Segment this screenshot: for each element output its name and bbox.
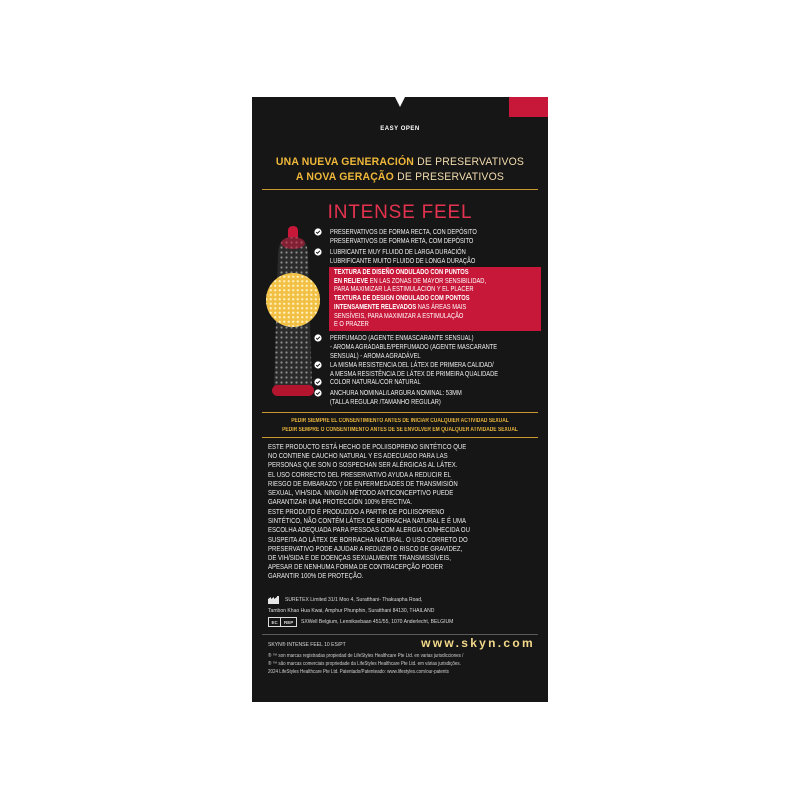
texture-bold: EN RELIEVE: [334, 277, 369, 285]
headline-pt-bold: A NOVA GERAÇÃO: [295, 171, 394, 183]
feature-shape: [330, 228, 542, 246]
manufacturer-factory-icon: [268, 596, 281, 604]
check-bullet-icon: [314, 389, 322, 397]
feature-line: PRESERVATIVOS DE FORMA RETA, COM DEPÓSITO: [330, 238, 474, 245]
ec-rep-icon-left: EC: [269, 618, 281, 626]
manufacturer-line: Tambon Khao Hua Kwai, Amphur Phunphin, Suratthani 84130, THAILAND: [268, 608, 435, 614]
red-corner-tab: [509, 97, 548, 117]
paragraph-line: ESTE PRODUCTO ESTÁ HECHO DE POLIISOPRENO SINTÉTICO QUE: [268, 444, 467, 451]
headline-pt: [259, 170, 540, 185]
paragraph-line: SUSPEITA AO LÁTEX DE BORRACHA NATURAL. O USO CORRETO DO: [268, 536, 468, 544]
check-bullet-icon: [314, 361, 322, 369]
headline-es-bold: UNA NUEVA GENERACIÓN: [275, 156, 415, 168]
feature-line: LUBRIFICANTE MUITO FLUIDO DE LONGA DURAÇÃO: [330, 258, 476, 265]
texture-text: SENSÍVEIS, PARA MAXIMIZAR A ESTIMULAÇÃO: [334, 312, 464, 320]
easy-open-label: EASY OPEN: [380, 126, 420, 132]
info-paragraph-pt: [268, 508, 544, 582]
texture-line: [334, 295, 486, 304]
feature-line: A MESMA RESISTÊNCIA DE LÁTEX DE PRIMEIRA QUALIDADE: [330, 371, 499, 378]
paragraph-line: SINTÉTICO, NÃO CONTÉM LÁTEX DE BORRACHA NATURAL E É UMA: [268, 518, 467, 526]
product-name: INTENSE FEEL: [327, 202, 473, 223]
paragraph-line: GARANTIZAR UNA PROTECCIÓN 100% EFECTIVA.: [268, 499, 413, 507]
ec-rep-icon: [268, 617, 297, 627]
texture-highlight-box: [329, 267, 541, 331]
ec-rep-icon-right: REP: [284, 619, 294, 625]
website: www.skyn.com: [421, 636, 535, 650]
check-bullet-icon: [314, 378, 322, 386]
texture-bold: INTENSAMENTE RELEVADOS: [334, 303, 417, 311]
feature-line: PRESERVATIVOS DE FORMA RECTA, CON DEPÓSITO: [330, 229, 477, 236]
paragraph-line: SEXUAL, VIH/SIDA. NINGÚN MÉTODO ANTICONCEPTIVO PUEDE: [268, 490, 454, 498]
legal-notice: [268, 652, 485, 677]
paragraph-line: APESAR DE NENHUMA FORMA DE CONTRACEPÇÃO PODER: [268, 564, 443, 572]
texture-line: [334, 269, 486, 278]
legal-line: ® ™ son marcas registradas propiedad de LifeStyles Healthcare Pte Ltd. en varias jurisdicciones /: [268, 653, 464, 659]
feature-scent: [330, 334, 542, 361]
paragraph-line: ESCOLHA ADEQUADA PARA PESSOAS COM ALERGIA CONHECIDA OU: [268, 527, 470, 535]
check-bullet-icon: [314, 228, 322, 236]
feature-line: SENSUAL) - AROMA AGRADÁVEL: [330, 353, 421, 360]
feature-width: [330, 389, 542, 407]
paragraph-line: RIESGO DE EMBARAZO Y DE ENFERMEDADES DE TRANSMISIÓN: [268, 480, 458, 488]
feature-lubricant: [330, 248, 542, 266]
gold-divider: [262, 189, 538, 190]
consent-es: PEDIR SIEMPRE EL CONSENTIMIENTO ANTES DE INICIAR CUALQUIER ACTIVIDAD SEXUAL: [291, 418, 509, 424]
paragraph-line: GARANTIR 100% DE PROTEÇÃO.: [268, 573, 364, 581]
texture-line: [334, 278, 486, 287]
feature-line: COLOR NATURAL/COR NATURAL: [330, 379, 421, 386]
feature-line: LUBRICANTE MUY FLUIDO DE LARGA DURACIÓN: [330, 249, 466, 256]
ec-rep-line: SXWell Belgium, Lenniksebaan 451/55, 1070 Anderlecht, BELGIUM: [301, 619, 454, 625]
headline-pt-rest: DE PRESERVATIVOS: [393, 171, 505, 183]
product-code-text: SKYN® INTENSE FEEL 10 ES/PT: [268, 642, 346, 648]
headline: [252, 155, 548, 185]
texture-bold: TEXTURA DE DESIGN ONDULADO COM PONTOS: [334, 295, 470, 303]
texture-text: EN LAS ZONAS DE MAYOR SENSIBILIDAD,: [368, 277, 487, 285]
package-back-panel: [252, 97, 548, 702]
texture-line: [334, 321, 486, 330]
info-paragraph-es: [268, 443, 544, 507]
feature-latex: [330, 361, 542, 379]
check-bullet-icon: [314, 248, 322, 256]
feature-line: ANCHURA NOMINAL/LARGURA NOMINAL: 53MM: [330, 390, 462, 397]
texture-line: [334, 304, 486, 313]
manufacturer-address-2: [268, 607, 449, 615]
feature-line: (TALLA REGULAR /TAMANHO REGULAR): [330, 399, 441, 406]
headline-es: [259, 155, 540, 170]
paragraph-line: DE VIH/SIDA E DE DOENÇAS SEXUALMENTE TRANSMISSÍVEIS,: [268, 555, 451, 563]
headline-es-rest: DE PRESERVATIVOS: [414, 156, 525, 168]
paragraph-line: PERSONAS QUE SON O SOSPECHAN SER ALÉRGICAS AL LÁTEX.: [268, 462, 458, 470]
manufacturer-address-1: [285, 596, 434, 604]
feature-color: [330, 378, 542, 387]
texture-text: E O PRAZER: [334, 321, 369, 329]
paragraph-line: EL USO CORRECTO DEL PRESERVATIVO AYUDA A REDUCIR EL: [268, 471, 452, 479]
manufacturer-line: SURETEX Limited 31/1 Moo 4, Suratthani- Thakuapha Road,: [285, 597, 423, 603]
easy-open-notch-icon: [395, 97, 405, 109]
feature-line: LA MISMA RESISTENCIA DEL LÁTEX DE PRIMERA CALIDAD/: [330, 362, 494, 369]
consent-pt: PEDIR SEMPRE O CONSENTIMENTO ANTES DE SE ENVOLVER EM QUALQUER ATIVIDADE SEXUAL: [282, 427, 518, 433]
legal-line: ® ™ são marcas comerciais propriedade da LifeStyles Healthcare Pte Ltd. em várias jurisdições.: [268, 661, 461, 668]
ec-rep-address: [301, 618, 467, 626]
paragraph-line: PRESERVATIVO PODE AJUDAR A REDUZIR O RISCO DE GRAVIDEZ,: [268, 545, 463, 553]
feature-line: - AROMA AGRADABLE/PERFUMADO (AGENTE MASCARANTE: [330, 344, 498, 351]
legal-line: 2024 LifeStyles Healthcare Pte Ltd. Patentado/Patenteado: www.lifestyles.com/our-patents: [268, 669, 449, 676]
texture-text: NAS ÁREAS MAIS: [416, 303, 467, 311]
consent-notice: [252, 417, 548, 435]
check-bullet-icon: [314, 334, 322, 342]
footer-divider: [262, 634, 538, 635]
gold-divider: [262, 412, 538, 413]
product-code: [268, 641, 353, 649]
feature-line: PERFUMADO (AGENTE ENMASCARANTE SENSUAL): [330, 335, 474, 342]
texture-line: [334, 286, 486, 295]
paragraph-line: NO CONTIENE CAUCHO NATURAL Y ES ADECUADO PARA LAS: [268, 453, 448, 461]
gold-divider: [262, 437, 538, 438]
texture-bold: TEXTURA DE DISEÑO ONDULADO CON PUNTOS: [334, 269, 469, 276]
paragraph-line: ESTE PRODUTO É PRODUZIDO A PARTIR DE POLIISOPRENO: [268, 509, 445, 516]
texture-line: [334, 313, 486, 322]
texture-text: PARA MAXIMIZAR LA ESTIMULACIÓN Y EL PLACER: [334, 286, 474, 294]
